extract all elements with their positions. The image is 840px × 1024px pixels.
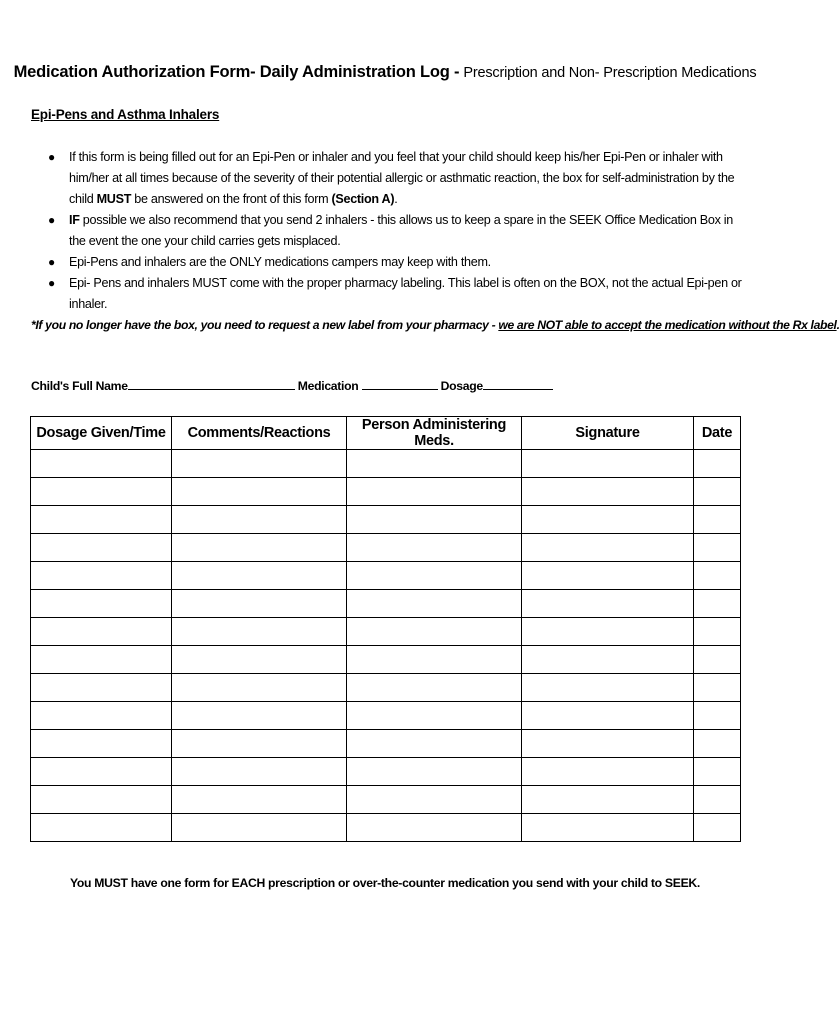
dosage-time-cell[interactable]	[31, 786, 172, 814]
date-cell[interactable]	[694, 506, 741, 534]
signature-cell[interactable]	[522, 702, 694, 730]
dosage-time-cell[interactable]	[31, 450, 172, 478]
comments-cell[interactable]	[172, 478, 347, 506]
table-row	[31, 814, 741, 842]
table-row	[31, 702, 741, 730]
signature-cell[interactable]	[522, 646, 694, 674]
date-cell[interactable]	[694, 534, 741, 562]
dosage-time-cell[interactable]	[31, 730, 172, 758]
table-body	[31, 450, 741, 842]
bullet-text: If this form is being filled out for an Epi-Pen or inhaler and you feel that your child should keep his/her Epi-Pen or inhaler with him/her at all times because of the severity of their potential allergic or asthmatic reaction, the box for self-administration by the child	[69, 150, 735, 206]
table-row	[31, 786, 741, 814]
signature-cell[interactable]	[522, 506, 694, 534]
person-cell[interactable]	[347, 646, 522, 674]
table-header-row	[31, 417, 741, 450]
column-header-signature: Signature	[522, 417, 694, 450]
person-cell[interactable]	[347, 506, 522, 534]
column-header-person: Person Administering Meds.	[347, 417, 522, 450]
footer-note: You MUST have one form for EACH prescription or over-the-counter medication you send with your child to SEEK.	[69, 876, 700, 890]
table-row	[31, 534, 741, 562]
child-name-label: Child's Full Name	[31, 379, 128, 393]
bullet-icon: ●	[48, 276, 55, 290]
dosage-time-cell[interactable]	[31, 618, 172, 646]
form-title-subtitle: Prescription and Non- Prescription Medications	[463, 65, 757, 81]
comments-cell[interactable]	[172, 534, 347, 562]
note-text: *If you no longer have the box, you need to request a new label from your pharmacy -	[31, 318, 499, 332]
form-title-main: Medication Authorization Form- Daily Administration Log -	[13, 63, 460, 81]
person-cell[interactable]	[347, 730, 522, 758]
list-item	[31, 210, 743, 252]
list-item	[31, 147, 743, 210]
person-cell[interactable]	[347, 758, 522, 786]
bullet-text: .	[394, 192, 398, 206]
comments-cell[interactable]	[172, 674, 347, 702]
column-header-dosage-time: Dosage Given/Time	[31, 417, 172, 450]
signature-cell[interactable]	[522, 674, 694, 702]
signature-cell[interactable]	[522, 758, 694, 786]
signature-cell[interactable]	[522, 450, 694, 478]
dosage-time-cell[interactable]	[31, 702, 172, 730]
dosage-time-cell[interactable]	[31, 506, 172, 534]
bullet-icon: ●	[48, 213, 55, 227]
dosage-time-cell[interactable]	[31, 534, 172, 562]
date-cell[interactable]	[694, 618, 741, 646]
person-cell[interactable]	[347, 450, 522, 478]
date-cell[interactable]	[694, 646, 741, 674]
comments-cell[interactable]	[172, 814, 347, 842]
column-header-comments: Comments/Reactions	[172, 417, 347, 450]
bullet-text: Epi- Pens and inhalers MUST come with the proper pharmacy labeling. This label is often on the BOX, not the actual Epi-pen or inhaler.	[69, 276, 742, 311]
child-name-field[interactable]	[128, 377, 295, 390]
bullet-icon: ●	[48, 255, 55, 269]
table-row	[31, 646, 741, 674]
dosage-time-cell[interactable]	[31, 814, 172, 842]
dosage-time-cell[interactable]	[31, 478, 172, 506]
date-cell[interactable]	[694, 674, 741, 702]
person-cell[interactable]	[347, 814, 522, 842]
comments-cell[interactable]	[172, 450, 347, 478]
form-title	[0, 63, 770, 82]
date-cell[interactable]	[694, 478, 741, 506]
table-row	[31, 618, 741, 646]
comments-cell[interactable]	[172, 758, 347, 786]
person-cell[interactable]	[347, 618, 522, 646]
person-cell[interactable]	[347, 534, 522, 562]
date-cell[interactable]	[694, 450, 741, 478]
bullet-icon: ●	[48, 150, 55, 164]
dosage-time-cell[interactable]	[31, 758, 172, 786]
medication-label: Medication	[297, 379, 359, 393]
medication-field[interactable]	[362, 377, 438, 390]
signature-cell[interactable]	[522, 814, 694, 842]
signature-cell[interactable]	[522, 618, 694, 646]
dosage-time-cell[interactable]	[31, 590, 172, 618]
date-cell[interactable]	[694, 590, 741, 618]
date-cell[interactable]	[694, 562, 741, 590]
section-heading: Epi-Pens and Asthma Inhalers	[31, 107, 220, 122]
table-row	[31, 590, 741, 618]
table-row	[31, 730, 741, 758]
date-cell[interactable]	[694, 730, 741, 758]
comments-cell[interactable]	[172, 590, 347, 618]
table-row	[31, 506, 741, 534]
comments-cell[interactable]	[172, 730, 347, 758]
date-cell[interactable]	[694, 814, 741, 842]
person-cell[interactable]	[347, 590, 522, 618]
dosage-time-cell[interactable]	[31, 674, 172, 702]
comments-cell[interactable]	[172, 646, 347, 674]
note-emphasis: we are NOT able to accept the medication without the Rx label	[498, 318, 837, 332]
signature-cell[interactable]	[522, 562, 694, 590]
note-end: .	[836, 318, 840, 332]
table-row	[31, 674, 741, 702]
date-cell[interactable]	[694, 786, 741, 814]
comments-cell[interactable]	[172, 506, 347, 534]
bullet-text: possible we also recommend that you send 2 inhalers - this allows us to keep a spare in the SEEK Office Medication Box in the event the one your child carries gets misplaced.	[69, 213, 733, 248]
signature-cell[interactable]	[522, 534, 694, 562]
table-row	[31, 758, 741, 786]
signature-cell[interactable]	[522, 478, 694, 506]
signature-cell[interactable]	[522, 590, 694, 618]
person-cell[interactable]	[347, 674, 522, 702]
table-row	[31, 450, 741, 478]
date-cell[interactable]	[694, 758, 741, 786]
child-info-fields	[31, 377, 553, 393]
comments-cell[interactable]	[172, 618, 347, 646]
list-item	[31, 252, 743, 273]
person-cell[interactable]	[347, 478, 522, 506]
bullet-emphasis: (Section A)	[331, 192, 395, 206]
person-cell[interactable]	[347, 562, 522, 590]
person-cell[interactable]	[347, 786, 522, 814]
bullet-emphasis: IF	[69, 213, 80, 227]
dosage-time-cell[interactable]	[31, 646, 172, 674]
signature-cell[interactable]	[522, 786, 694, 814]
column-header-date: Date	[694, 417, 741, 450]
rx-label-note	[31, 318, 840, 332]
list-item	[31, 273, 743, 315]
bullet-emphasis: MUST	[96, 192, 132, 206]
signature-cell[interactable]	[522, 730, 694, 758]
bullet-text: Epi-Pens and inhalers are the ONLY medications campers may keep with them.	[69, 255, 491, 269]
comments-cell[interactable]	[172, 786, 347, 814]
comments-cell[interactable]	[172, 562, 347, 590]
administration-log-table	[30, 416, 741, 842]
date-cell[interactable]	[694, 702, 741, 730]
table-row	[31, 478, 741, 506]
dosage-time-cell[interactable]	[31, 562, 172, 590]
table-row	[31, 562, 741, 590]
dosage-field[interactable]	[483, 377, 553, 390]
comments-cell[interactable]	[172, 702, 347, 730]
instruction-list	[31, 147, 743, 315]
bullet-text: be answered on the front of this form	[131, 192, 332, 206]
dosage-label: Dosage	[440, 379, 483, 393]
person-cell[interactable]	[347, 702, 522, 730]
